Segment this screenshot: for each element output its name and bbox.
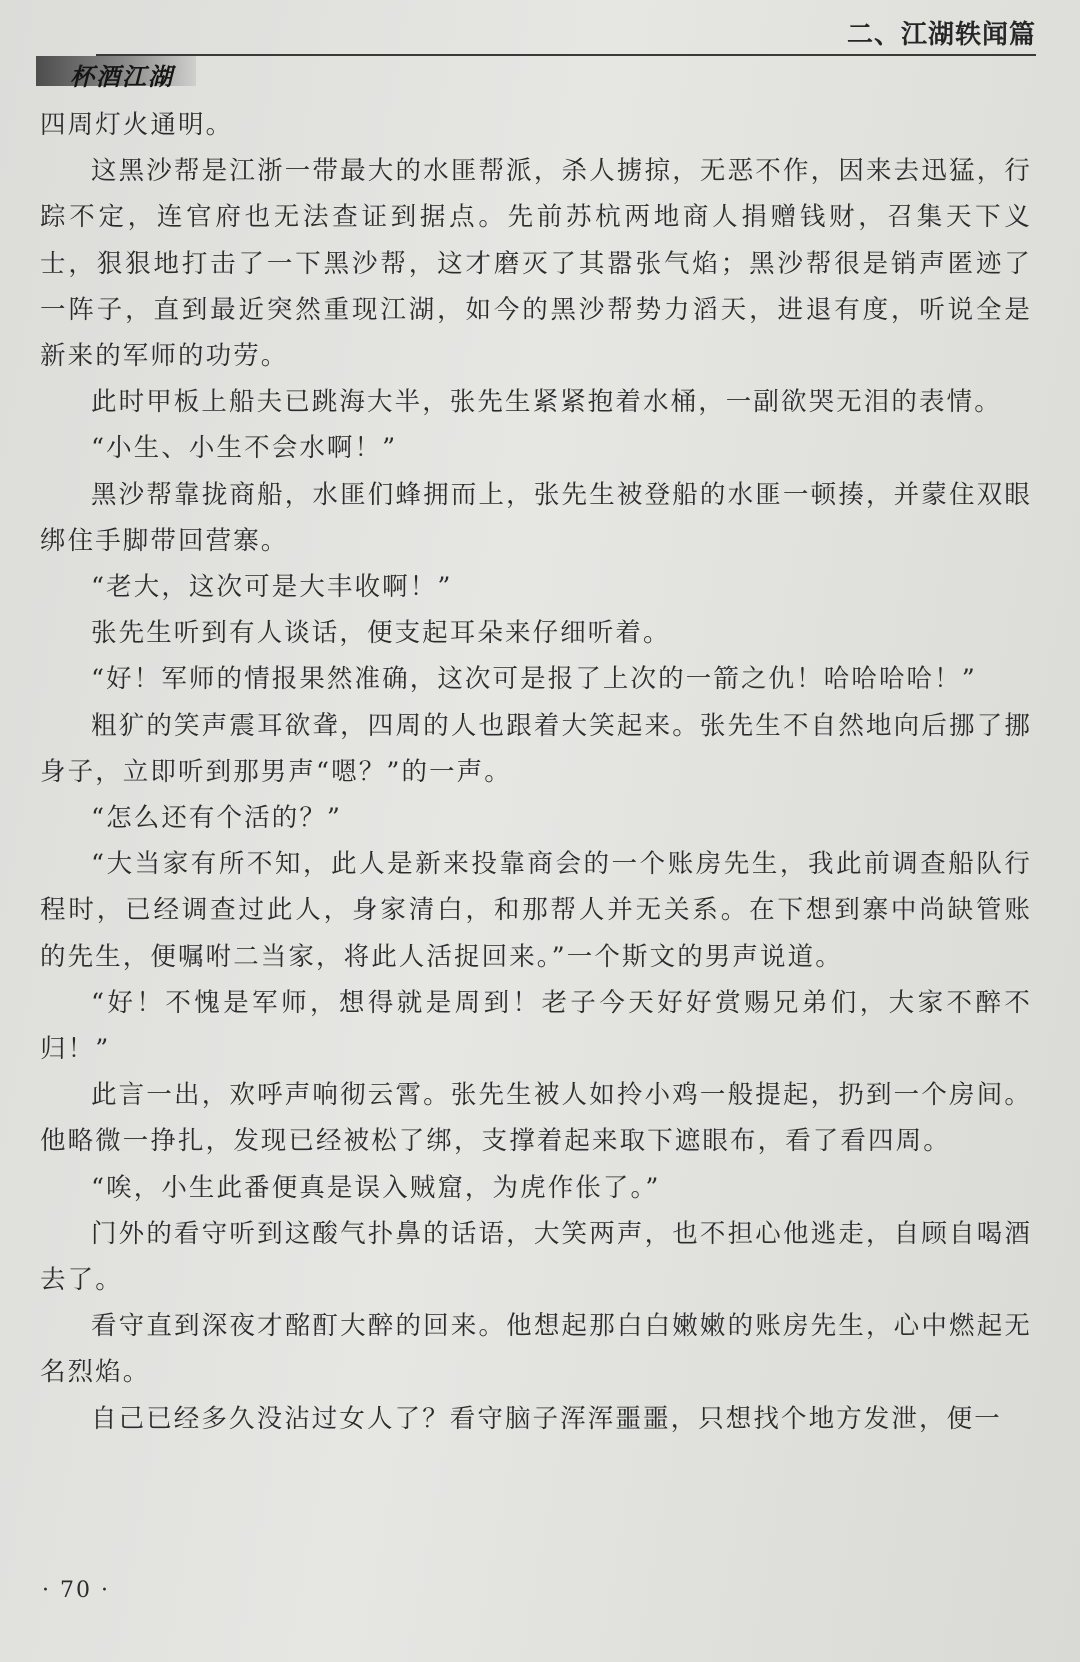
paragraph: “好！军师的情报果然准确，这次可是报了上次的一箭之仇！哈哈哈哈！”	[91, 664, 977, 695]
running-head-book-title-banner	[36, 56, 196, 91]
paragraph: 粗犷的笑声震耳欲聋，四周的人也跟着大笑起来。张先生不自然地向后挪了挪身子，立即听到那男声“嗯？”的一声。	[40, 710, 1032, 787]
paragraph: 此时甲板上船夫已跳海大半，张先生紧紧抱着水桶，一副欲哭无泪的表情。	[91, 387, 1002, 418]
paragraph: 门外的看守听到这酸气扑鼻的话语，大笑两声，也不担心他逃走，自顾自喝酒去了。	[40, 1218, 1032, 1296]
paragraph: 此言一出，欢呼声响彻云霄。张先生被人如拎小鸡一般提起，扔到一个房间。他略微一挣扎，发现已经被松了绑，支撑着起来取下遮眼布，看了看四周。	[40, 1080, 1032, 1157]
paragraph: 自己已经多久没沾过女人了？看守脑子浑浑噩噩，只想找个地方发泄，便一	[91, 1403, 1002, 1434]
paragraph: 四周灯火通明。	[40, 110, 234, 140]
paragraph: “大当家有所不知，此人是新来投靠商会的一个账房先生，我此前调查船队行程时，已经调查过此人，身家清白，和那帮人并无关系。在下想到寨中尚缺管账的先生，便嘱咐二当家，将此人活捉回来。”一个斯文的男声说道。	[40, 849, 1032, 972]
running-head-book-title: 杯酒江湖	[70, 62, 174, 91]
paragraph: “小生、小生不会水啊！”	[91, 433, 398, 464]
paragraph: “怎么还有个活的？”	[91, 803, 343, 834]
paragraph: 张先生听到有人谈话，便支起耳朵来仔细听着。	[91, 618, 671, 649]
paragraph: “好！不愧是军师，想得就是周到！老子今天好好赏赐兄弟们，大家不醉不归！”	[40, 987, 1032, 1065]
running-head-section-title: 二、江湖轶闻篇	[846, 20, 1036, 50]
body-text	[40, 102, 1032, 1442]
paragraph: 看守直到深夜才酩酊大醉的回来。他想起那白白嫩嫩的账房先生，心中燃起无名烈焰。	[40, 1311, 1032, 1388]
page-number: · 70 ·	[42, 1578, 110, 1603]
paragraph: “唉，小生此番便真是误入贼窟，为虎作伥了。”	[91, 1172, 661, 1203]
paragraph: “老大，这次可是大丰收啊！”	[91, 572, 453, 603]
paragraph: 黑沙帮靠拢商船，水匪们蜂拥而上，张先生被登船的水匪一顿揍，并蒙住双眼绑住手脚带回营寨。	[40, 479, 1032, 556]
paragraph: 这黑沙帮是江浙一带最大的水匪帮派，杀人掳掠，无恶不作，因来去迅猛，行踪不定，连官府也无法查证到据点。先前苏杭两地商人捐赠钱财，召集天下义士，狠狠地打击了一下黑沙帮，这才磨灭了其嚣张气焰；黑沙帮很是销声匿迹了一阵子，直到最近突然重现江湖，如今的黑沙帮势力滔天，进退有度，听说全是新来的军师的功劳。	[40, 156, 1032, 372]
header-rule	[96, 54, 1036, 56]
